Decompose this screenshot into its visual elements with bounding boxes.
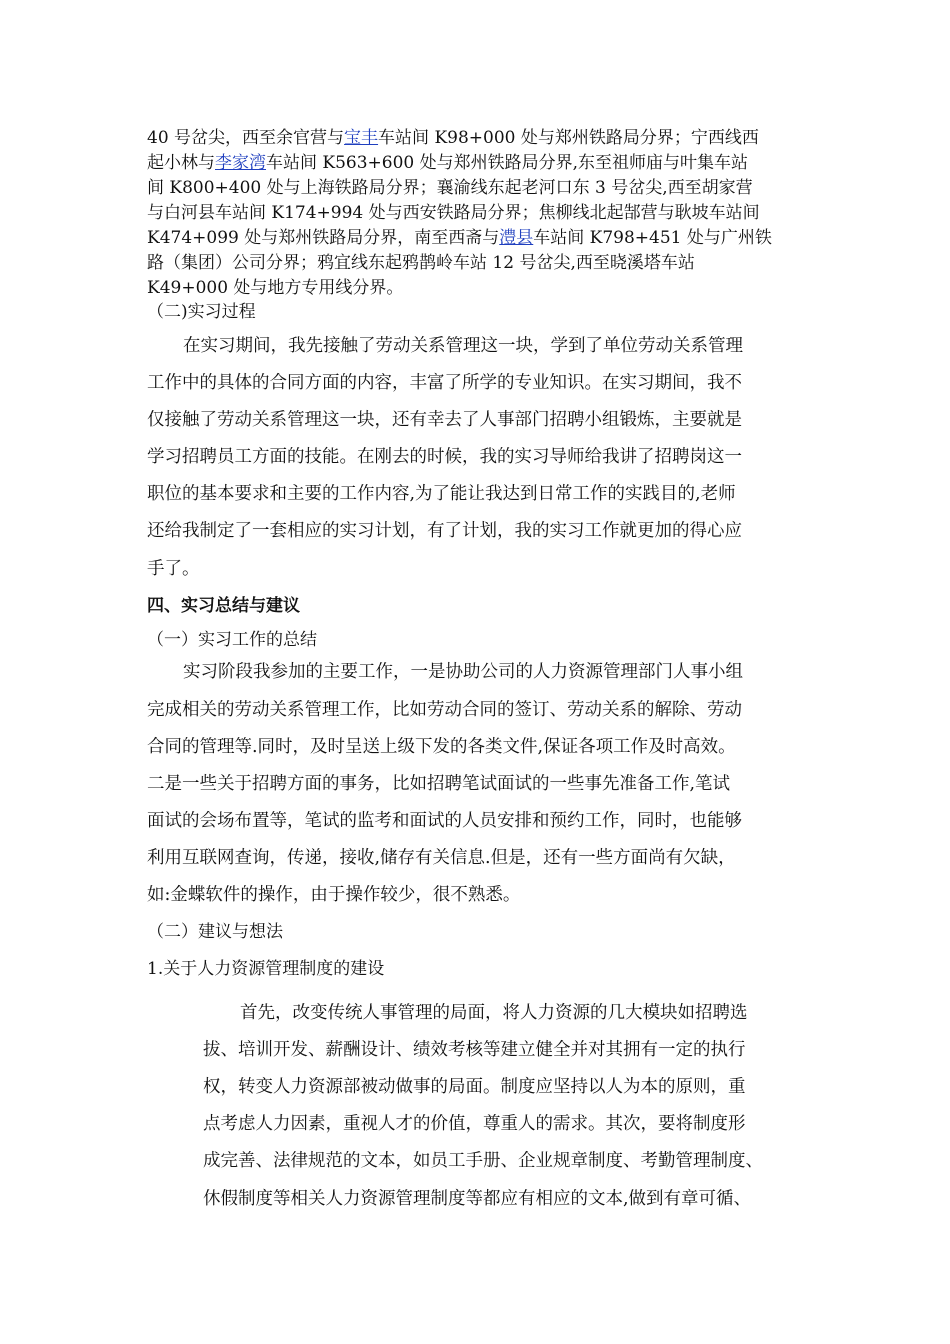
text-line: [147, 226, 772, 250]
link-lixian[interactable]: 澧县: [499, 228, 534, 248]
para-line: 实习阶段我参加的主要工作，一是协助公司的人力资源管理部门人事小组: [183, 662, 743, 682]
text-run: K474+099 处与郑州铁路局分界，南至西斋与: [147, 228, 500, 248]
para-line: 还给我制定了一套相应的实习计划，有了计划，我的实习工作就更加的得心应: [147, 521, 742, 541]
text-line: K49+000 处与地方专用线分界。: [147, 278, 404, 298]
text-run: 车站间 K798+451 处与广州铁: [533, 228, 772, 248]
item-heading: 1.关于人力资源管理制度的建设: [147, 959, 385, 979]
para-line: 手了。: [147, 559, 200, 579]
para-line: 职位的基本要求和主要的工作内容,为了能让我达到日常工作的实践目的,老师: [147, 484, 736, 504]
para-line: 二是一些关于招聘方面的事务，比如招聘笔试面试的一些事先准备工作,笔试: [147, 774, 731, 794]
text-line: 路（集团）公司分界；鸦宜线东起鸦鹊岭车站 12 号岔尖,西至晓溪塔车站: [147, 253, 695, 273]
text-line: [147, 151, 748, 175]
subheading-suggestions: （二）建议与想法: [147, 922, 283, 942]
para-line: 拔、培训开发、薪酬设计、绩效考核等建立健全并对其拥有一定的执行: [203, 1040, 746, 1060]
para-line: 合同的管理等.同时，及时呈送上级下发的各类文件,保证各项工作及时高效。: [147, 737, 736, 757]
para-line: 首先，改变传统人事管理的局面，将人力资源的几大模块如招聘选: [240, 1003, 748, 1023]
section-heading: 四、实习总结与建议: [147, 596, 300, 616]
text-line: 间 K800+400 处与上海铁路局分界；襄渝线东起老河口东 3 号岔尖,西至胡家营: [147, 178, 753, 198]
para-line: 休假制度等相关人力资源管理制度等都应有相应的文本,做到有章可循、: [203, 1189, 752, 1209]
subheading-practice-process: （二)实习过程: [147, 302, 256, 322]
para-line: 利用互联网查询，传递，接收,储存有关信息.但是，还有一些方面尚有欠缺，: [147, 848, 736, 868]
para-line: 权，转变人力资源部被动做事的局面。制度应坚持以人为本的原则，重: [203, 1077, 746, 1097]
para-line: 仅接触了劳动关系管理这一块，还有幸去了人事部门招聘小组锻炼，主要就是: [147, 410, 742, 430]
subheading-summary: （一）实习工作的总结: [147, 630, 317, 650]
text-run: 车站间 K563+600 处与郑州铁路局分界,东至祖师庙与叶集车站: [266, 153, 749, 173]
text-run: 起小林与: [147, 153, 215, 173]
para-line: 完成相关的劳动关系管理工作，比如劳动合同的签订、劳动关系的解除、劳动: [147, 700, 742, 720]
text-run: 车站间 K98+000 处与郑州铁路局分界；宁西线西: [378, 128, 759, 148]
para-line: 面试的会场布置等，笔试的监考和面试的人员安排和预约工作，同时，也能够: [147, 811, 742, 831]
text-line: 与白河县车站间 K174+994 处与西安铁路局分界；焦柳线北起郜营与耿坡车站间: [147, 203, 760, 223]
link-baofeng[interactable]: 宝丰: [344, 128, 379, 148]
para-line: 成完善、法律规范的文本，如员工手册、企业规章制度、考勤管理制度、: [203, 1151, 763, 1171]
para-line: 如:金蝶软件的操作，由于操作较少，很不熟悉。: [147, 885, 521, 905]
para-line: 在实习期间，我先接触了劳动关系管理这一块，学到了单位劳动关系管理: [183, 336, 743, 356]
link-lijiawan[interactable]: 李家湾: [215, 153, 266, 173]
para-line: 学习招聘员工方面的技能。在刚去的时候，我的实习导师给我讲了招聘岗这一: [147, 447, 742, 467]
para-line: 点考虑人力因素，重视人才的价值，尊重人的需求。其次，要将制度形: [203, 1114, 746, 1134]
para-line: 工作中的具体的合同方面的内容，丰富了所学的专业知识。在实习期间，我不: [147, 373, 742, 393]
text-line: [147, 126, 759, 150]
text-run: 40 号岔尖，西至余官营与: [147, 128, 345, 148]
